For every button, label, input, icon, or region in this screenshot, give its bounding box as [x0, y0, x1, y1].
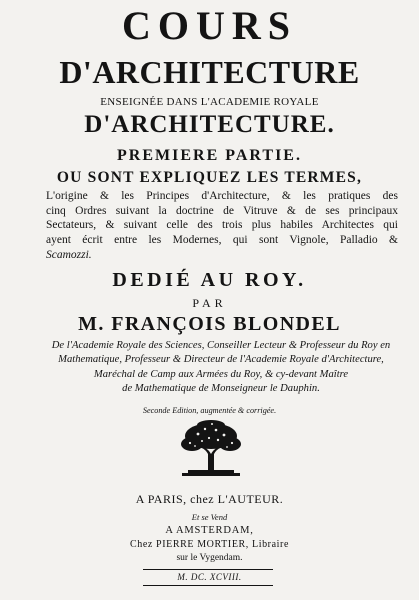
imprint-place: A PARIS, chez L'AUTEUR. [135, 492, 284, 506]
subtitle-architecture: D'ARCHITECTURE. [84, 111, 335, 138]
tree-ornament-icon [178, 420, 244, 480]
description-line: ayent écrit entre les Modernes, qui sont Vignole, Palladio & [46, 234, 398, 247]
imprint-address: sur le Vygendam. [176, 553, 243, 563]
par-label: PAR [192, 296, 227, 310]
description-line: Scamozzi. [46, 248, 92, 261]
description-line: Sectateurs, & suivant celle des trois plus habiles Architectes qui [46, 219, 398, 232]
bio-line: de Mathematique de Monseigneur le Dauphin. [122, 382, 320, 394]
imprint-city: A AMSTERDAM, [165, 525, 254, 536]
divider-rule [143, 569, 273, 570]
terms-heading: OU SONT EXPLIQUEZ LES TERMES, [56, 169, 363, 186]
description-line: L'origine & les Principes d'Architecture, & les pratiques des [46, 190, 398, 202]
bio-line: Mathematique, Professeur & Directeur de l'Academie Royale d'Architecture, [58, 354, 384, 366]
description-line: cinq Ordres suivant la doctrine de Vitruve & de ses principaux [46, 204, 398, 217]
subtitle-academie: ENSEIGNÉE DANS L'ACADEMIE ROYALE [100, 96, 319, 108]
imprint-publisher: Chez PIERRE MORTIER, Libraire [130, 539, 289, 550]
author-bio [44, 339, 398, 396]
author-name: M. FRANÇOIS BLONDEL [78, 313, 341, 335]
title-cours: COURS [121, 3, 298, 48]
description-paragraph [46, 189, 398, 263]
part-heading: PREMIERE PARTIE. [117, 147, 302, 164]
divider-rule [143, 585, 273, 586]
dedication: DEDIÉ AU ROY. [112, 269, 307, 291]
imprint-year: M. DC. XCVIII. [177, 572, 242, 582]
bio-line: Maréchal de Camp aux Armées du Roy, & cy-devant Maître [93, 368, 349, 380]
edition-note: Seconde Edition, augmentée & corrigée. [142, 406, 277, 415]
bio-line: De l'Academie Royale des Sciences, Conseiller Lecteur & Professeur du Roy en [51, 340, 391, 351]
title-architecture: D'ARCHITECTURE [59, 54, 360, 90]
imprint-sold: Et se Vend [191, 512, 228, 522]
